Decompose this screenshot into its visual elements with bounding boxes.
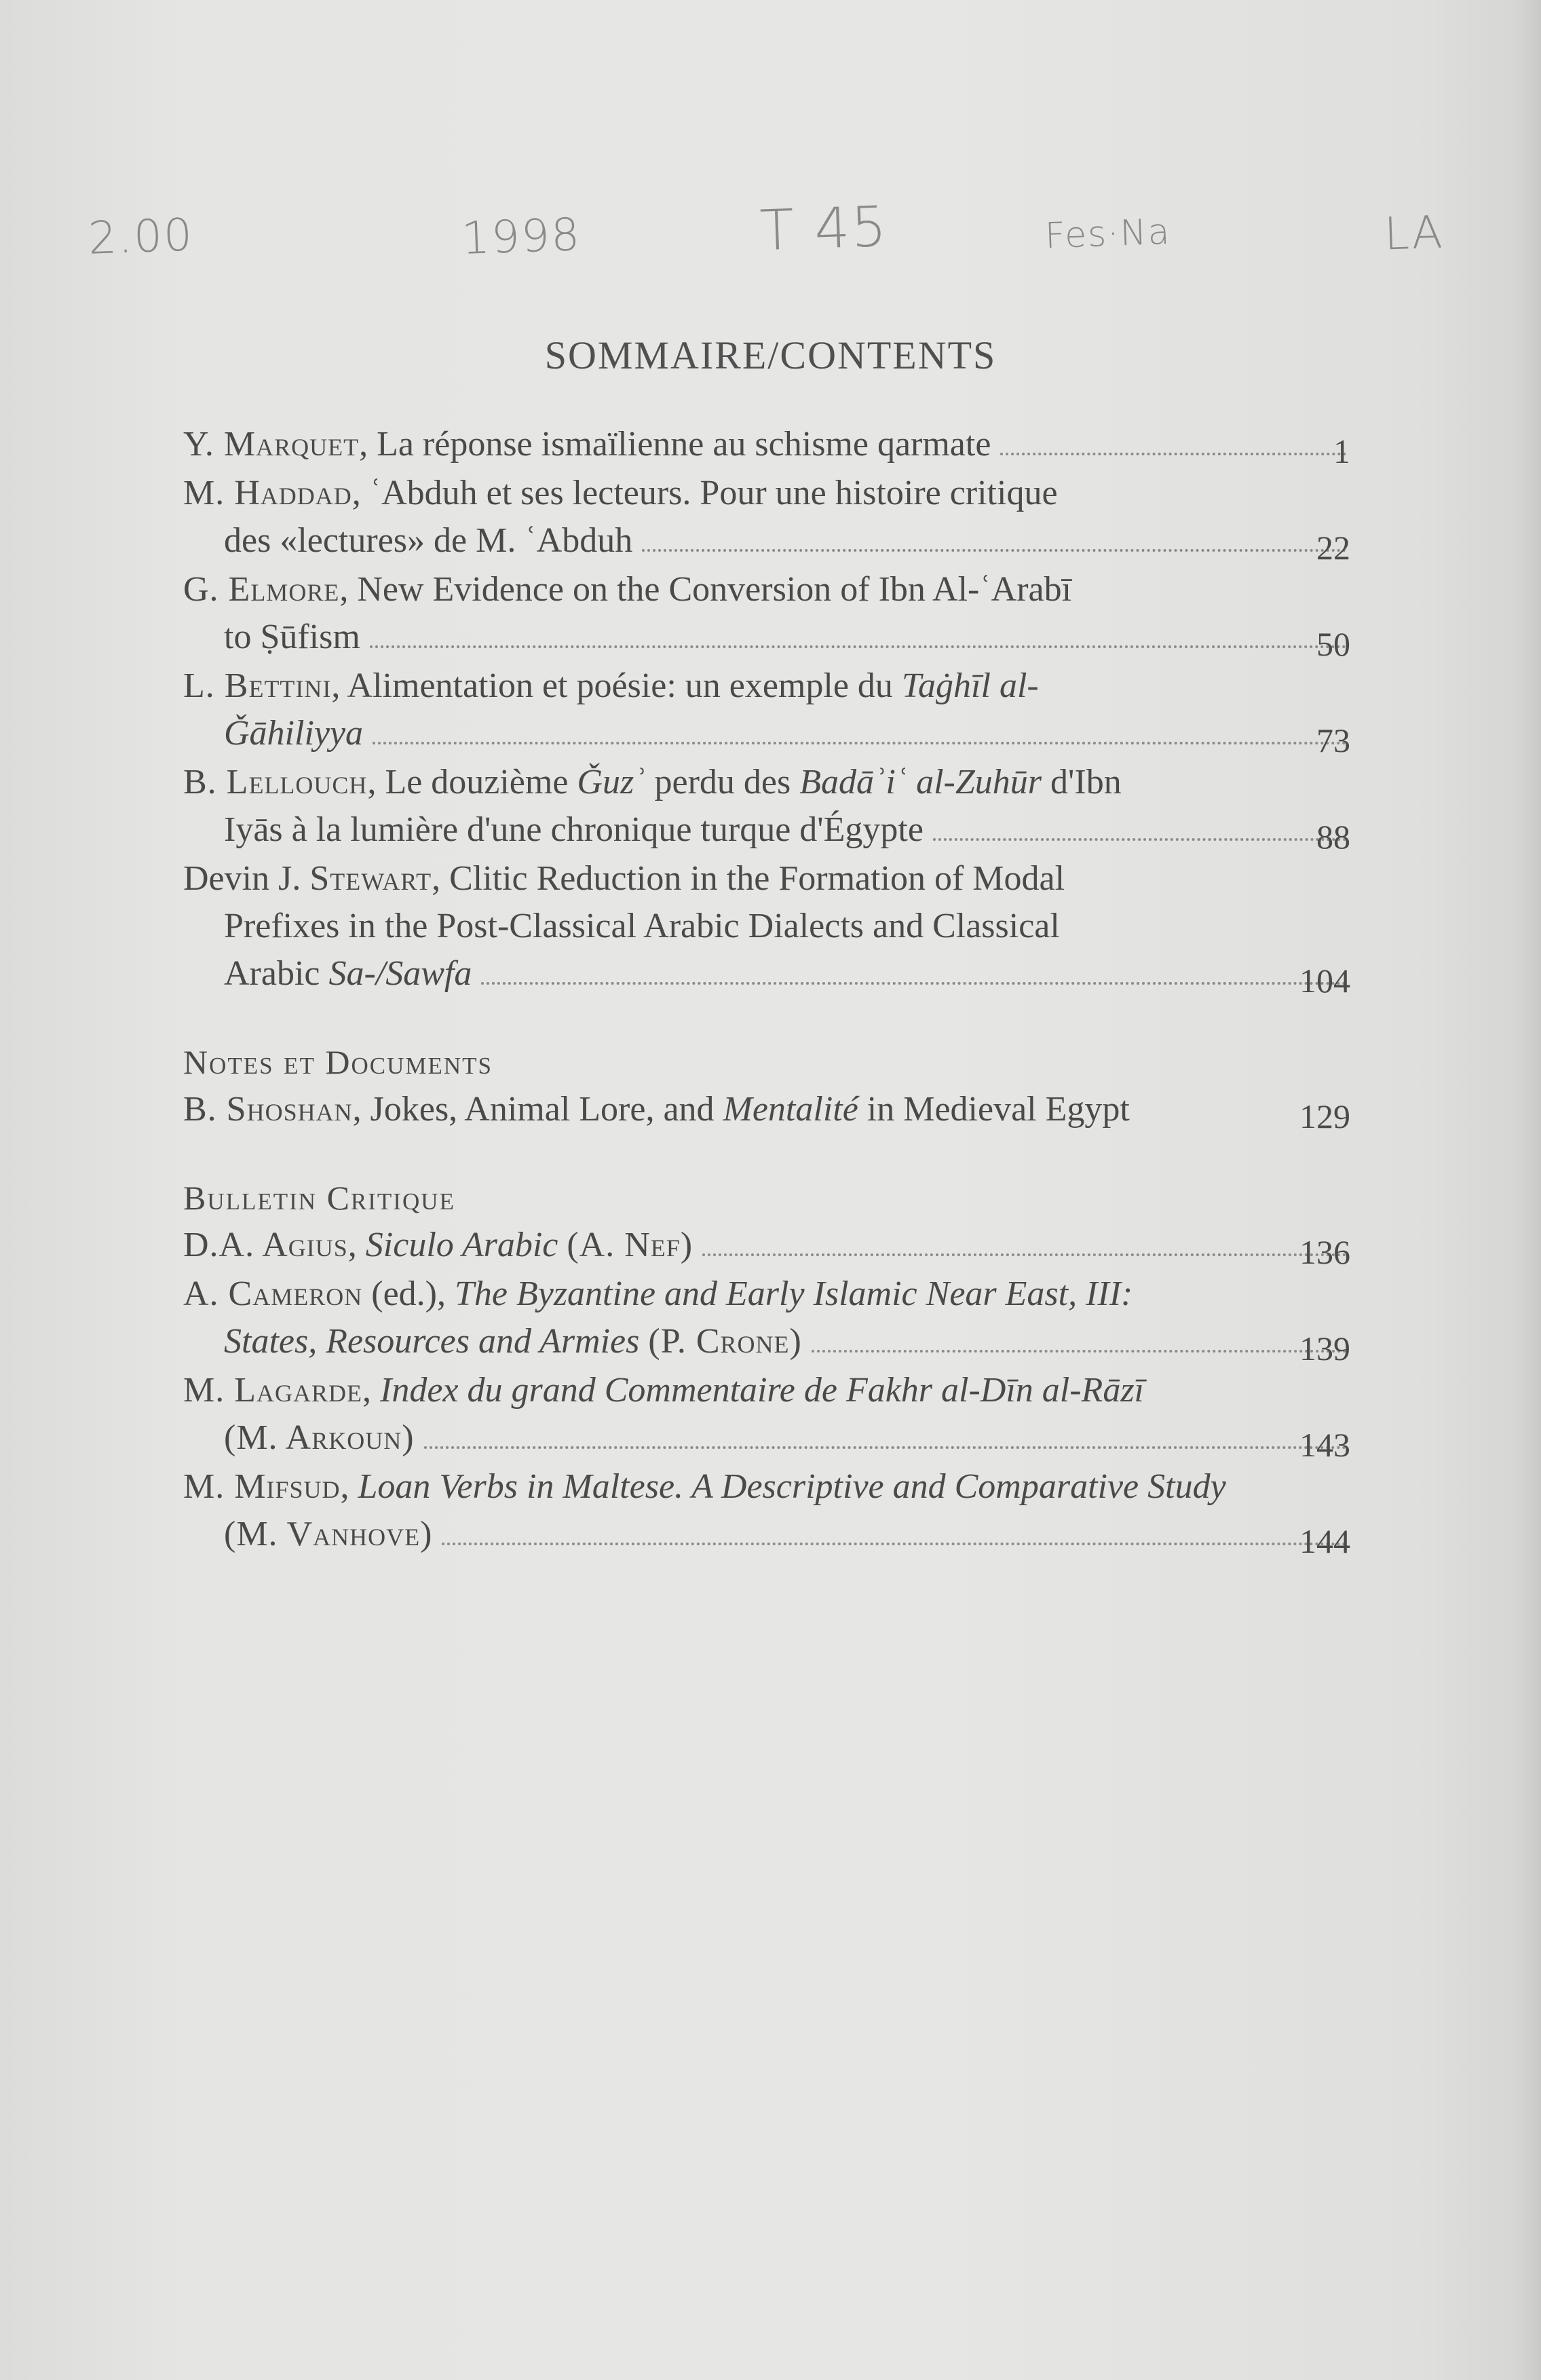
- section-heading-bulletin: Bulletin Critique: [183, 1179, 455, 1217]
- entry-reviewer: (A. Nef): [567, 1226, 693, 1264]
- toc-entry: B. Lellouch, Le douzième Ǧuzʾ perdu des Badāʾiʿ al-Zuhūr d'Ibn Iyās à la lumière d'une chronique turque d'Égypte 88: [183, 759, 1350, 854]
- entry-title-line-1: New Evidence on the Conversion of Ibn Al-ʿArabī: [357, 570, 1072, 609]
- dot-leader: [481, 982, 1346, 985]
- section-heading-notes: Notes et Documents: [183, 1043, 493, 1081]
- handwritten-annotations: [0, 194, 1541, 278]
- entry-author: M. Mifsud: [183, 1467, 341, 1506]
- entry-page-number: 88: [1316, 818, 1350, 856]
- entry-author: M. Haddad: [183, 474, 352, 512]
- entry-page-number: 144: [1299, 1522, 1350, 1560]
- dot-leader: [812, 1350, 1346, 1353]
- entry-page-number: 1: [1333, 432, 1350, 470]
- entry-title-italic: Siculo Arabic: [365, 1226, 558, 1264]
- toc-entry: [183, 1270, 1350, 1365]
- entry-author: Y. Marquet: [183, 425, 360, 464]
- toc-entry: Y. Marquet, La réponse ismaïlienne au schisme qarmate 1: [183, 421, 1350, 468]
- entry-page-number: 22: [1316, 529, 1350, 567]
- dot-leader: [642, 549, 1346, 552]
- entry-author: B. Lellouch: [183, 763, 368, 801]
- toc-entry: M. Haddad, ʿAbduh et ses lecteurs. Pour une histoire critique des «lectures» de M. ʿAbduh 22: [183, 470, 1350, 565]
- entry-author: L. Bettini: [183, 666, 332, 705]
- entry-title-line-2: Prefixes in the Post-Classical Arabic Dialects and Classical: [224, 907, 1060, 945]
- dot-leader: [370, 645, 1346, 648]
- entry-page-number: 136: [1299, 1233, 1350, 1271]
- entry-author: B. Shoshan: [183, 1090, 353, 1129]
- entry-page-number: 73: [1316, 721, 1350, 759]
- entry-author: A. Cameron: [183, 1274, 363, 1313]
- entry-title-part: Jokes, Animal Lore, and: [370, 1090, 715, 1129]
- toc-entry: M. Lagarde, Index du grand Commentaire de Fakhr al-Dīn al-Rāzī (M. Arkoun) 143: [183, 1367, 1350, 1462]
- dot-leader: [442, 1543, 1346, 1545]
- entry-title-part: d'Ibn: [1050, 763, 1122, 801]
- toc-entry: M. Mifsud, Loan Verbs in Maltese. A Descriptive and Comparative Study (M. Vanhove) 144: [183, 1463, 1350, 1558]
- toc-entry: G. Elmore, New Evidence on the Conversion of Ibn Al-ʿArabī to Ṣūfism 50: [183, 566, 1350, 661]
- entry-title: La réponse ismaïlienne au schisme qarmate: [377, 425, 991, 464]
- entry-title-part: perdu des: [654, 763, 791, 801]
- entry-title-line-1: Alimentation et poésie: un exemple du: [347, 666, 893, 705]
- entry-title-line-2: to Ṣūfism: [224, 618, 360, 656]
- entry-title-line-1: Clitic Reduction in the Formation of Modal: [449, 859, 1065, 898]
- entry-author: M. Lagarde: [183, 1371, 362, 1410]
- entry-page-number: 129: [1299, 1097, 1350, 1135]
- entry-title-italic: The Byzantine and Early Islamic Near East, III:: [454, 1274, 1133, 1313]
- entry-title-italic: Badāʾiʿ al-Zuhūr: [799, 763, 1042, 801]
- entry-title-italic: Mentalité: [723, 1090, 858, 1129]
- toc-entry: B. Shoshan, Jokes, Animal Lore, and Mentalité in Medieval Egypt 129: [183, 1086, 1350, 1133]
- entry-title-part: Le douzième: [385, 763, 569, 801]
- entry-title-italic-line-2: Ǧāhiliyya: [224, 714, 364, 753]
- entry-author: Stewart: [309, 859, 432, 898]
- entry-reviewer: (M. Arkoun): [224, 1418, 415, 1457]
- handwritten-note-3: T 45: [759, 194, 890, 264]
- toc-entry: Devin J. Stewart, Clitic Reduction in the Formation of Modal Prefixes in the Post-Classical Arabic Dialects and Classical Arabic Sa-/Sawfa 104: [183, 855, 1350, 998]
- entry-title-italic: Sa-/Sawfa: [328, 954, 472, 993]
- handwritten-note-4: Fes·Na: [1044, 211, 1172, 257]
- entry-title-part: in Medieval Egypt: [867, 1090, 1130, 1129]
- entry-title-italic-line-2: States, Resources and Armies: [224, 1322, 640, 1361]
- entry-title-part: Arabic: [224, 954, 320, 993]
- dot-leader: [702, 1253, 1346, 1256]
- entry-page-number: 104: [1299, 962, 1350, 1000]
- entry-reviewer: (M. Vanhove): [224, 1515, 433, 1553]
- entry-page-number: 143: [1299, 1426, 1350, 1464]
- entry-title-line-2: des «lectures» de M. ʿAbduh: [224, 521, 633, 560]
- entry-author-first: Devin J.: [183, 859, 310, 898]
- entry-page-number: 50: [1316, 625, 1350, 663]
- dot-leader: [424, 1446, 1346, 1449]
- entry-title-italic: Loan Verbs in Maltese. A Descriptive and Comparative Study: [358, 1467, 1226, 1506]
- handwritten-note-1: 2.00: [87, 208, 195, 265]
- entry-reviewer: (P. Crone): [648, 1322, 802, 1361]
- entry-editor-mark: (ed.),: [371, 1274, 446, 1313]
- toc-entry: D.A. Agius, Siculo Arabic (A. Nef) 136: [183, 1222, 1350, 1269]
- entry-title-line-2: Iyās à la lumière d'une chronique turque d'Égypte: [224, 810, 924, 849]
- handwritten-note-2: 1998: [460, 208, 582, 265]
- page-title: SOMMAIRE/CONTENTS: [544, 333, 997, 377]
- entry-author: G. Elmore: [183, 570, 340, 609]
- entry-title-italic: Taġhīl al-: [901, 666, 1039, 705]
- table-of-contents: [183, 421, 1350, 1560]
- entry-author: D.A. Agius: [183, 1226, 348, 1264]
- entry-title-italic: Ǧuzʾ: [577, 763, 646, 801]
- handwritten-note-5: LA: [1383, 206, 1445, 261]
- entry-title-italic: Index du grand Commentaire de Fakhr al-Dīn al-Rāzī: [380, 1371, 1144, 1410]
- toc-entry: L. Bettini, Alimentation et poésie: un exemple du Taġhīl al- Ǧāhiliyya 73: [183, 662, 1350, 757]
- dot-leader: [373, 742, 1346, 744]
- entry-page-number: 139: [1299, 1329, 1350, 1367]
- entry-title-line-1: ʿAbduh et ses lecteurs. Pour une histoire critique: [369, 474, 1058, 512]
